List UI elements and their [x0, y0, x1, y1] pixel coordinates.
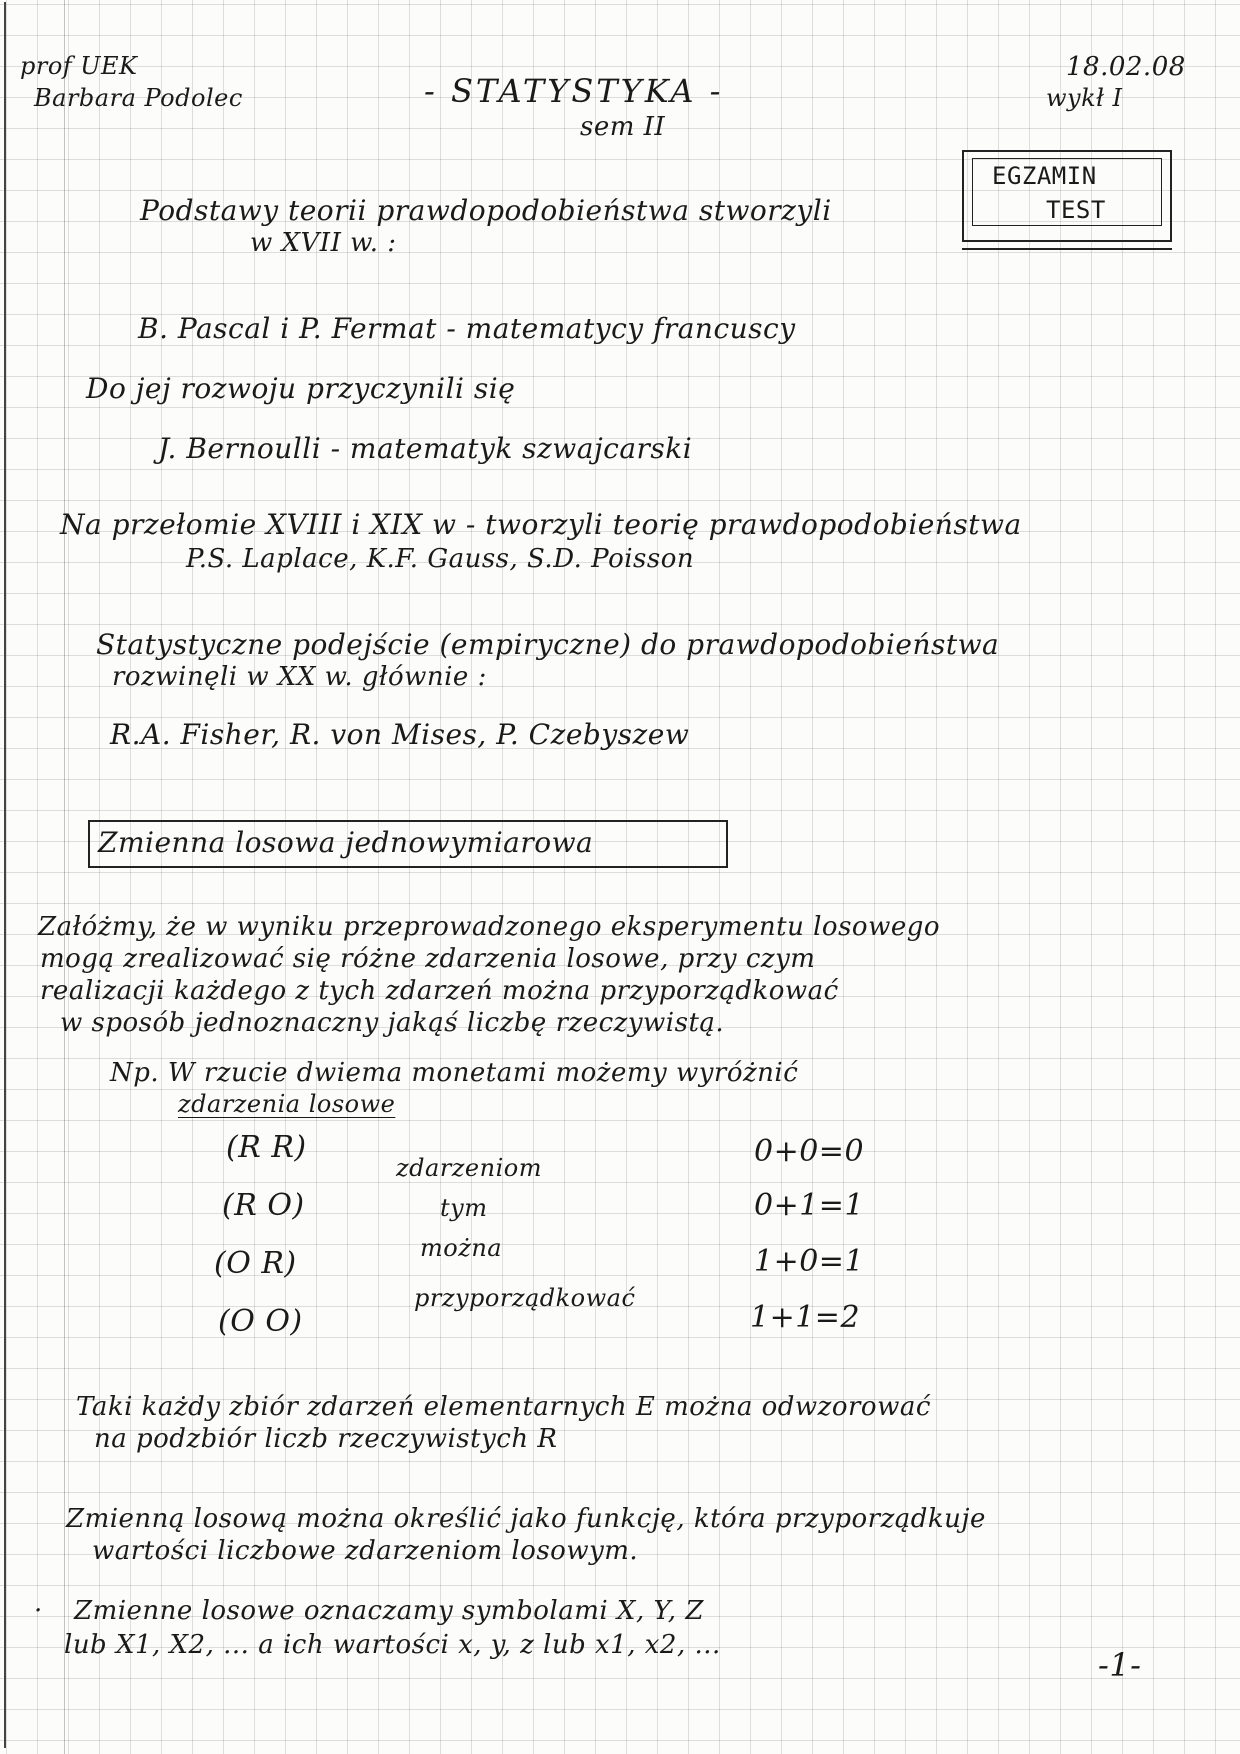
para2-line-1: Taki każdy zbiór zdarzeń elementarnych E można odwzorować — [76, 1392, 931, 1422]
history-line-6: Na przełomie XVIII i XIX w - tworzyli teorię prawdopodobieństwa — [60, 508, 1022, 541]
para1-line-2: mogą zrealizować się różne zdarzenia losowe, przy czym — [40, 944, 816, 974]
para4-line-1: Zmienne losowe oznaczamy symbolami X, Y, Z — [74, 1596, 704, 1626]
event-sum: 0+1=1 — [754, 1188, 865, 1223]
page-title: - STATYSTYKA - — [424, 72, 724, 110]
para2-line-2: na podzbiór liczb rzeczywistych R — [94, 1424, 558, 1454]
event-pair: (O O) — [218, 1304, 303, 1339]
event-sum: 1+1=2 — [750, 1300, 861, 1335]
event-sum: 1+0=1 — [754, 1244, 865, 1279]
para4-line-2: lub X1, X2, ... a ich wartości x, y, z lub x1, x2, ... — [64, 1630, 721, 1660]
event-sum: 0+0=0 — [754, 1134, 865, 1169]
event-note: można — [420, 1234, 503, 1262]
example-line-2: zdarzenia losowe — [178, 1090, 396, 1118]
history-line-7: P.S. Laplace, K.F. Gauss, S.D. Poisson — [186, 544, 695, 574]
event-note: przyporządkować — [414, 1284, 636, 1312]
history-line-3: B. Pascal i P. Fermat - matematycy francuscy — [138, 312, 796, 345]
event-pair: (O R) — [214, 1246, 297, 1281]
date-label: 18.02.08 — [1066, 52, 1186, 82]
bullet: · — [34, 1596, 43, 1626]
margin-line — [64, 0, 65, 1754]
history-line-1: Podstawy teorii prawdopodobieństwa stworzyli — [140, 194, 832, 227]
example-line-1: Np. W rzucie dwiema monetami możemy wyróżnić — [110, 1058, 799, 1088]
event-note: zdarzeniom — [396, 1154, 542, 1182]
page-border — [4, 2, 1232, 1748]
page-subtitle: sem II — [580, 112, 666, 142]
para3-line-1: Zmienną losową można określić jako funkcję, która przyporządkuje — [66, 1504, 986, 1534]
history-line-8: Statystyczne podejście (empiryczne) do prawdopodobieństwa — [96, 628, 1000, 661]
history-line-2: w XVII w. : — [250, 228, 397, 258]
test-label: TEST — [1046, 196, 1106, 224]
section-heading: Zmienna losowa jednowymiarowa — [98, 826, 594, 859]
event-pair: (R R) — [226, 1130, 307, 1165]
event-note: tym — [440, 1194, 488, 1222]
author-line-2: Barbara Podolec — [34, 84, 243, 112]
para1-line-4: w sposób jednoznaczny jakąś liczbę rzeczywistą. — [60, 1008, 725, 1038]
author-line-1: prof UEK — [20, 52, 138, 80]
history-line-10: R.A. Fisher, R. von Mises, P. Czebyszew — [110, 718, 690, 751]
history-line-5: J. Bernoulli - matematyk szwajcarski — [158, 432, 693, 465]
exam-underline — [962, 248, 1172, 250]
exam-label: EGZAMIN — [992, 162, 1097, 190]
page-number: -1- — [1098, 1646, 1142, 1684]
lecture-label: wykł I — [1046, 84, 1123, 112]
para3-line-2: wartości liczbowe zdarzeniom losowym. — [92, 1536, 639, 1566]
para1-line-3: realizacji każdego z tych zdarzeń można przyporządkować — [40, 976, 839, 1006]
history-line-4: Do jej rozwoju przyczynili się — [86, 372, 516, 405]
event-pair: (R O) — [222, 1188, 305, 1223]
para1-line-1: Załóżmy, że w wyniku przeprowadzonego eksperymentu losowego — [38, 912, 941, 942]
history-line-9: rozwinęli w XX w. głównie : — [112, 662, 487, 692]
